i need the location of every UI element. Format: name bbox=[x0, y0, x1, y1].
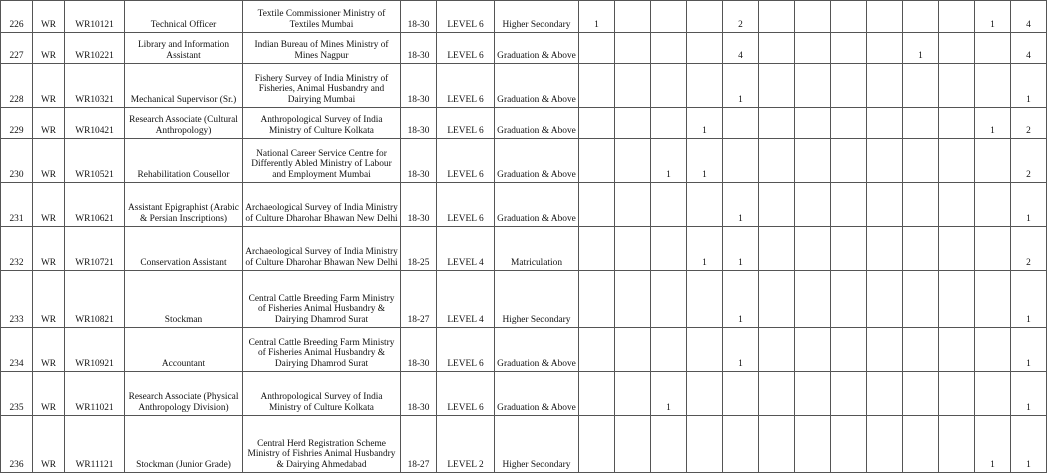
vacancy-count-cell bbox=[939, 227, 975, 271]
age-limit-cell: 18-27 bbox=[401, 416, 437, 473]
pay-level-cell: LEVEL 6 bbox=[437, 1, 495, 33]
vacancy-count-cell bbox=[867, 33, 903, 64]
vacancy-count-cell bbox=[795, 1, 831, 33]
vacancy-count-cell bbox=[867, 416, 903, 473]
department-cell: Textile Commissioner Ministry of Textiles Mumbai bbox=[243, 1, 401, 33]
vacancy-count-cell bbox=[867, 271, 903, 328]
region-cell: WR bbox=[33, 328, 65, 372]
serial-number-cell: 229 bbox=[1, 108, 33, 139]
vacancy-count-cell bbox=[651, 108, 687, 139]
post-name-cell: Technical Officer bbox=[125, 1, 243, 33]
vacancy-count-cell bbox=[759, 33, 795, 64]
vacancy-count-cell bbox=[615, 328, 651, 372]
vacancy-count-cell bbox=[687, 372, 723, 416]
vacancy-count-cell bbox=[795, 64, 831, 108]
vacancy-count-cell bbox=[831, 271, 867, 328]
age-limit-cell: 18-30 bbox=[401, 328, 437, 372]
qualification-cell: Graduation & Above bbox=[495, 183, 579, 227]
serial-number-cell: 233 bbox=[1, 271, 33, 328]
age-limit-cell: 18-27 bbox=[401, 271, 437, 328]
vacancy-count-cell bbox=[615, 183, 651, 227]
vacancy-count-cell bbox=[759, 416, 795, 473]
vacancy-count-cell: 4 bbox=[1011, 1, 1047, 33]
age-limit-cell: 18-30 bbox=[401, 139, 437, 183]
qualification-cell: Matriculation bbox=[495, 227, 579, 271]
vacancy-count-cell bbox=[615, 33, 651, 64]
serial-number-cell: 227 bbox=[1, 33, 33, 64]
serial-number-cell: 228 bbox=[1, 64, 33, 108]
vacancy-count-cell bbox=[759, 108, 795, 139]
department-cell: Central Cattle Breeding Farm Ministry of Fisheries Animal Husbandry & Dairying Dhamrod Surat bbox=[243, 328, 401, 372]
vacancy-count-cell: 1 bbox=[579, 1, 615, 33]
vacancy-count-cell bbox=[651, 33, 687, 64]
vacancy-count-cell bbox=[651, 328, 687, 372]
vacancy-count-cell bbox=[615, 227, 651, 271]
region-cell: WR bbox=[33, 271, 65, 328]
vacancy-count-cell bbox=[723, 139, 759, 183]
serial-number-cell: 231 bbox=[1, 183, 33, 227]
vacancy-count-cell bbox=[579, 372, 615, 416]
vacancy-count-cell: 1 bbox=[651, 139, 687, 183]
age-limit-cell: 18-30 bbox=[401, 33, 437, 64]
vacancy-count-cell bbox=[579, 108, 615, 139]
vacancy-count-cell bbox=[723, 108, 759, 139]
vacancy-count-cell bbox=[975, 139, 1011, 183]
age-limit-cell: 18-30 bbox=[401, 108, 437, 139]
vacancy-count-cell bbox=[615, 1, 651, 33]
table-row bbox=[1, 139, 1047, 183]
post-name-cell: Mechanical Supervisor (Sr.) bbox=[125, 64, 243, 108]
vacancy-count-cell bbox=[579, 33, 615, 64]
vacancy-count-cell bbox=[831, 416, 867, 473]
vacancy-count-cell bbox=[615, 139, 651, 183]
region-cell: WR bbox=[33, 64, 65, 108]
qualification-cell: Higher Secondary bbox=[495, 1, 579, 33]
post-code-cell: WR11021 bbox=[65, 372, 125, 416]
vacancy-count-cell bbox=[579, 227, 615, 271]
vacancy-count-cell bbox=[903, 416, 939, 473]
qualification-cell: Higher Secondary bbox=[495, 416, 579, 473]
region-cell: WR bbox=[33, 108, 65, 139]
vacancy-count-cell bbox=[939, 108, 975, 139]
vacancy-count-cell bbox=[687, 33, 723, 64]
vacancy-count-cell: 1 bbox=[903, 33, 939, 64]
vacancy-count-cell bbox=[687, 1, 723, 33]
vacancy-count-cell bbox=[795, 33, 831, 64]
vacancy-count-cell bbox=[939, 139, 975, 183]
vacancy-count-cell bbox=[795, 328, 831, 372]
vacancy-count-cell: 1 bbox=[723, 64, 759, 108]
department-cell: Archaeological Survey of India Ministry of Culture Dharohar Bhawan New Delhi bbox=[243, 227, 401, 271]
table-row bbox=[1, 271, 1047, 328]
table-row bbox=[1, 328, 1047, 372]
qualification-cell: Graduation & Above bbox=[495, 139, 579, 183]
vacancy-count-cell bbox=[939, 328, 975, 372]
post-code-cell: WR10621 bbox=[65, 183, 125, 227]
vacancy-count-cell bbox=[867, 183, 903, 227]
vacancy-count-cell bbox=[903, 1, 939, 33]
vacancy-count-cell bbox=[651, 416, 687, 473]
vacancy-count-cell bbox=[615, 372, 651, 416]
pay-level-cell: LEVEL 6 bbox=[437, 183, 495, 227]
vacancy-count-cell bbox=[687, 328, 723, 372]
vacancy-count-cell bbox=[975, 183, 1011, 227]
vacancy-count-cell bbox=[975, 328, 1011, 372]
vacancy-count-cell bbox=[867, 328, 903, 372]
vacancy-count-cell bbox=[831, 328, 867, 372]
vacancy-count-cell: 1 bbox=[651, 372, 687, 416]
vacancy-count-cell: 1 bbox=[687, 139, 723, 183]
table-row bbox=[1, 227, 1047, 271]
vacancy-count-cell bbox=[831, 227, 867, 271]
serial-number-cell: 232 bbox=[1, 227, 33, 271]
qualification-cell: Higher Secondary bbox=[495, 271, 579, 328]
vacancy-count-cell bbox=[651, 183, 687, 227]
vacancy-count-cell bbox=[759, 271, 795, 328]
vacancy-count-cell bbox=[975, 33, 1011, 64]
vacancy-count-cell bbox=[795, 139, 831, 183]
department-cell: Fishery Survey of India Ministry of Fisheries, Animal Husbandry and Dairying Mumbai bbox=[243, 64, 401, 108]
post-code-cell: WR10921 bbox=[65, 328, 125, 372]
vacancy-count-cell bbox=[939, 1, 975, 33]
department-cell: Central Herd Registration Scheme Ministry of Fishries Animal Husbandry & Dairying Ahmedabad bbox=[243, 416, 401, 473]
vacancy-count-cell: 1 bbox=[1011, 64, 1047, 108]
vacancy-count-cell bbox=[903, 372, 939, 416]
vacancy-count-cell bbox=[867, 108, 903, 139]
post-code-cell: WR10321 bbox=[65, 64, 125, 108]
vacancy-count-cell bbox=[759, 183, 795, 227]
vacancy-count-cell: 1 bbox=[1011, 416, 1047, 473]
vacancy-count-cell bbox=[795, 183, 831, 227]
vacancy-count-cell: 1 bbox=[723, 227, 759, 271]
vacancy-count-cell bbox=[975, 372, 1011, 416]
pay-level-cell: LEVEL 4 bbox=[437, 271, 495, 328]
post-name-cell: Accountant bbox=[125, 328, 243, 372]
vacancy-count-cell: 1 bbox=[975, 1, 1011, 33]
vacancy-count-cell: 1 bbox=[975, 108, 1011, 139]
vacancy-count-cell: 4 bbox=[723, 33, 759, 64]
serial-number-cell: 236 bbox=[1, 416, 33, 473]
vacancy-count-cell bbox=[903, 139, 939, 183]
department-cell: Archaeological Survey of India Ministry of Culture Dharohar Bhawan New Delhi bbox=[243, 183, 401, 227]
vacancy-count-cell bbox=[687, 183, 723, 227]
vacancy-count-cell bbox=[831, 372, 867, 416]
vacancy-count-cell: 2 bbox=[723, 1, 759, 33]
post-code-cell: WR10521 bbox=[65, 139, 125, 183]
region-cell: WR bbox=[33, 139, 65, 183]
table-row bbox=[1, 372, 1047, 416]
post-code-cell: WR10221 bbox=[65, 33, 125, 64]
vacancy-count-cell bbox=[615, 64, 651, 108]
vacancy-count-cell bbox=[867, 64, 903, 108]
post-name-cell: Research Associate (Cultural Anthropology) bbox=[125, 108, 243, 139]
vacancy-count-cell bbox=[831, 108, 867, 139]
serial-number-cell: 235 bbox=[1, 372, 33, 416]
qualification-cell: Graduation & Above bbox=[495, 328, 579, 372]
vacancy-count-cell: 1 bbox=[723, 328, 759, 372]
department-cell: Anthropological Survey of India Ministry of Culture Kolkata bbox=[243, 108, 401, 139]
vacancy-count-cell bbox=[723, 372, 759, 416]
vacancy-count-cell: 1 bbox=[1011, 372, 1047, 416]
vacancy-count-cell: 4 bbox=[1011, 33, 1047, 64]
post-name-cell: Stockman bbox=[125, 271, 243, 328]
department-cell: Anthropological Survey of India Ministry of Culture Kolkata bbox=[243, 372, 401, 416]
vacancy-count-cell bbox=[579, 183, 615, 227]
vacancy-count-cell: 2 bbox=[1011, 108, 1047, 139]
vacancy-count-cell bbox=[579, 328, 615, 372]
pay-level-cell: LEVEL 4 bbox=[437, 227, 495, 271]
vacancy-count-cell bbox=[831, 183, 867, 227]
post-name-cell: Assistant Epigraphist (Arabic & Persian Inscriptions) bbox=[125, 183, 243, 227]
qualification-cell: Graduation & Above bbox=[495, 108, 579, 139]
post-code-cell: WR10821 bbox=[65, 271, 125, 328]
table-row bbox=[1, 183, 1047, 227]
vacancy-count-cell bbox=[579, 416, 615, 473]
vacancy-count-cell bbox=[903, 183, 939, 227]
pay-level-cell: LEVEL 6 bbox=[437, 328, 495, 372]
serial-number-cell: 226 bbox=[1, 1, 33, 33]
vacancy-count-cell bbox=[579, 139, 615, 183]
vacancy-count-cell bbox=[939, 33, 975, 64]
vacancy-count-cell: 1 bbox=[975, 416, 1011, 473]
pay-level-cell: LEVEL 6 bbox=[437, 33, 495, 64]
vacancy-count-cell bbox=[831, 139, 867, 183]
vacancy-count-cell bbox=[795, 372, 831, 416]
vacancy-count-cell bbox=[615, 108, 651, 139]
region-cell: WR bbox=[33, 416, 65, 473]
vacancy-count-cell bbox=[831, 64, 867, 108]
vacancy-count-cell bbox=[903, 108, 939, 139]
serial-number-cell: 230 bbox=[1, 139, 33, 183]
vacancy-count-cell bbox=[651, 271, 687, 328]
vacancy-count-cell bbox=[903, 64, 939, 108]
vacancy-count-cell bbox=[615, 271, 651, 328]
vacancy-count-cell bbox=[759, 372, 795, 416]
vacancy-count-cell bbox=[759, 139, 795, 183]
vacancy-count-cell: 1 bbox=[1011, 328, 1047, 372]
vacancy-count-cell bbox=[903, 227, 939, 271]
table-body bbox=[1, 1, 1047, 473]
vacancy-count-cell bbox=[651, 227, 687, 271]
vacancy-count-cell: 2 bbox=[1011, 139, 1047, 183]
vacancy-count-cell bbox=[687, 416, 723, 473]
table-row bbox=[1, 33, 1047, 64]
vacancy-count-cell bbox=[939, 416, 975, 473]
vacancy-count-cell bbox=[867, 227, 903, 271]
vacancy-count-cell bbox=[579, 64, 615, 108]
table-row bbox=[1, 64, 1047, 108]
vacancy-count-cell bbox=[903, 328, 939, 372]
qualification-cell: Graduation & Above bbox=[495, 372, 579, 416]
pay-level-cell: LEVEL 2 bbox=[437, 416, 495, 473]
post-name-cell: Rehabilitation Cousellor bbox=[125, 139, 243, 183]
post-code-cell: WR10121 bbox=[65, 1, 125, 33]
vacancy-count-cell: 1 bbox=[1011, 183, 1047, 227]
post-name-cell: Library and Information Assistant bbox=[125, 33, 243, 64]
vacancy-count-cell bbox=[867, 139, 903, 183]
vacancy-count-cell: 1 bbox=[687, 108, 723, 139]
vacancy-count-cell bbox=[759, 328, 795, 372]
post-name-cell: Stockman (Junior Grade) bbox=[125, 416, 243, 473]
vacancy-count-cell bbox=[975, 227, 1011, 271]
vacancy-count-cell bbox=[831, 1, 867, 33]
table-row bbox=[1, 108, 1047, 139]
post-code-cell: WR11121 bbox=[65, 416, 125, 473]
pay-level-cell: LEVEL 6 bbox=[437, 108, 495, 139]
vacancy-count-cell bbox=[759, 1, 795, 33]
vacancy-count-cell bbox=[615, 416, 651, 473]
table-row bbox=[1, 416, 1047, 473]
vacancy-count-cell: 1 bbox=[723, 183, 759, 227]
vacancy-count-cell bbox=[939, 64, 975, 108]
department-cell: Indian Bureau of Mines Ministry of Mines Nagpur bbox=[243, 33, 401, 64]
vacancy-count-cell bbox=[651, 64, 687, 108]
post-name-cell: Research Associate (Physical Anthropology Division) bbox=[125, 372, 243, 416]
vacancy-count-cell bbox=[579, 271, 615, 328]
region-cell: WR bbox=[33, 183, 65, 227]
vacancy-count-cell bbox=[723, 416, 759, 473]
vacancy-count-cell bbox=[939, 183, 975, 227]
vacancy-count-cell bbox=[795, 108, 831, 139]
qualification-cell: Graduation & Above bbox=[495, 33, 579, 64]
department-cell: National Career Service Centre for Differently Abled Ministry of Labour and Employment Mumbai bbox=[243, 139, 401, 183]
vacancy-count-cell bbox=[867, 372, 903, 416]
vacancy-count-cell: 2 bbox=[1011, 227, 1047, 271]
post-name-cell: Conservation Assistant bbox=[125, 227, 243, 271]
vacancy-count-cell bbox=[795, 271, 831, 328]
pay-level-cell: LEVEL 6 bbox=[437, 372, 495, 416]
department-cell: Central Cattle Breeding Farm Ministry of Fisheries Animal Husbandry & Dairying Dhamrod Surat bbox=[243, 271, 401, 328]
vacancy-count-cell bbox=[759, 64, 795, 108]
vacancy-count-cell bbox=[867, 1, 903, 33]
vacancy-count-cell bbox=[651, 1, 687, 33]
region-cell: WR bbox=[33, 33, 65, 64]
vacancy-count-cell bbox=[903, 271, 939, 328]
age-limit-cell: 18-30 bbox=[401, 183, 437, 227]
vacancy-count-cell bbox=[759, 227, 795, 271]
age-limit-cell: 18-30 bbox=[401, 372, 437, 416]
pay-level-cell: LEVEL 6 bbox=[437, 64, 495, 108]
vacancy-count-cell bbox=[795, 416, 831, 473]
age-limit-cell: 18-25 bbox=[401, 227, 437, 271]
post-code-cell: WR10721 bbox=[65, 227, 125, 271]
post-code-cell: WR10421 bbox=[65, 108, 125, 139]
pay-level-cell: LEVEL 6 bbox=[437, 139, 495, 183]
table-row bbox=[1, 1, 1047, 33]
vacancy-count-cell bbox=[687, 64, 723, 108]
vacancy-count-cell: 1 bbox=[1011, 271, 1047, 328]
vacancy-count-cell bbox=[975, 271, 1011, 328]
vacancy-count-cell bbox=[939, 372, 975, 416]
serial-number-cell: 234 bbox=[1, 328, 33, 372]
vacancy-count-cell: 1 bbox=[723, 271, 759, 328]
vacancy-count-cell bbox=[975, 64, 1011, 108]
vacancy-count-cell bbox=[795, 227, 831, 271]
region-cell: WR bbox=[33, 1, 65, 33]
region-cell: WR bbox=[33, 372, 65, 416]
vacancy-count-cell bbox=[687, 271, 723, 328]
vacancy-count-cell: 1 bbox=[687, 227, 723, 271]
age-limit-cell: 18-30 bbox=[401, 1, 437, 33]
age-limit-cell: 18-30 bbox=[401, 64, 437, 108]
vacancy-count-cell bbox=[939, 271, 975, 328]
qualification-cell: Graduation & Above bbox=[495, 64, 579, 108]
vacancy-count-cell bbox=[831, 33, 867, 64]
region-cell: WR bbox=[33, 227, 65, 271]
